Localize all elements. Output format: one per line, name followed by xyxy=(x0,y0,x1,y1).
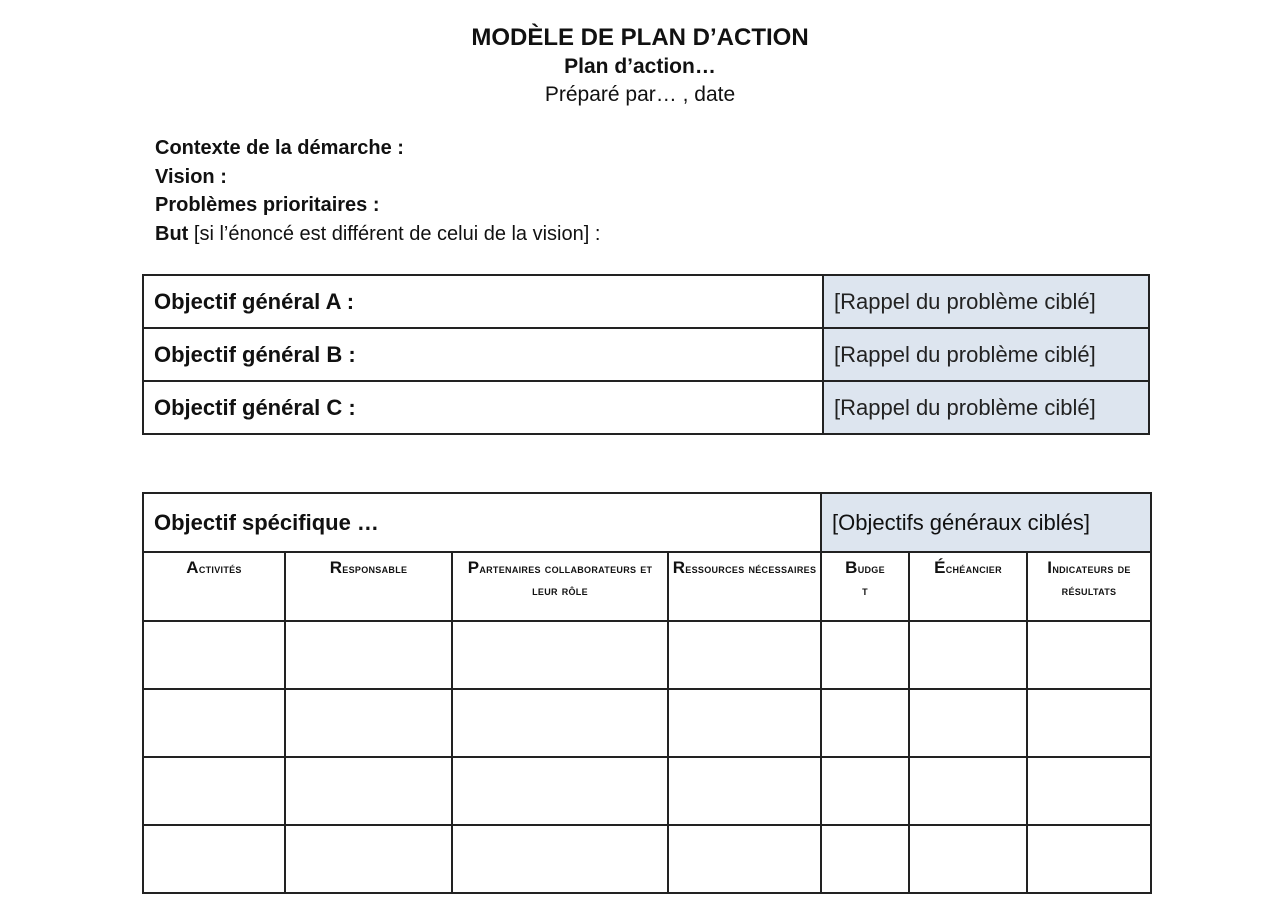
empty-cell[interactable] xyxy=(285,621,452,689)
empty-cell[interactable] xyxy=(668,689,821,757)
empty-cell[interactable] xyxy=(821,757,909,825)
table-row xyxy=(143,328,1149,381)
context-line xyxy=(155,134,600,163)
general-objective-label: Objectif général A : xyxy=(143,275,823,328)
specific-objective-table xyxy=(142,492,1152,894)
empty-cell[interactable] xyxy=(452,621,668,689)
empty-cell[interactable] xyxy=(668,621,821,689)
general-objective-label: Objectif général B : xyxy=(143,328,823,381)
table-row xyxy=(143,689,1151,757)
problem-reminder: [Rappel du problème ciblé] xyxy=(823,328,1149,381)
problem-reminder: [Rappel du problème ciblé] xyxy=(823,275,1149,328)
empty-cell[interactable] xyxy=(668,825,821,893)
empty-cell[interactable] xyxy=(1027,689,1151,757)
empty-cell[interactable] xyxy=(1027,757,1151,825)
empty-cell[interactable] xyxy=(285,689,452,757)
empty-cell[interactable] xyxy=(143,689,285,757)
empty-cell[interactable] xyxy=(821,621,909,689)
empty-cell[interactable] xyxy=(452,825,668,893)
specific-objective-header-row xyxy=(143,493,1151,552)
but-label: But xyxy=(155,222,189,245)
document-title: MODÈLE DE PLAN D’ACTION xyxy=(471,24,809,51)
contexte-label: Contexte de la démarche : xyxy=(155,137,404,159)
problem-reminder: [Rappel du problème ciblé] xyxy=(823,381,1149,434)
empty-cell[interactable] xyxy=(1027,621,1151,689)
vision-label: Vision : xyxy=(155,165,227,188)
empty-cell[interactable] xyxy=(452,689,668,757)
empty-cell[interactable] xyxy=(285,825,452,893)
problemes-label: Problèmes prioritaires : xyxy=(155,194,380,216)
table-row xyxy=(143,381,1149,434)
prepared-by-line: Préparé par… , date xyxy=(544,83,736,106)
empty-cell[interactable] xyxy=(143,825,285,893)
but-line xyxy=(155,220,600,249)
targeted-general-objectives: [Objectifs généraux ciblés] xyxy=(821,493,1151,552)
empty-cell[interactable] xyxy=(909,825,1027,893)
empty-cell[interactable] xyxy=(452,757,668,825)
empty-cell[interactable] xyxy=(285,757,452,825)
empty-cell[interactable] xyxy=(909,621,1027,689)
specific-objective-title: Objectif spécifique … xyxy=(143,493,821,552)
column-header-responsable: Responsable xyxy=(285,552,452,621)
vision-line xyxy=(155,163,600,192)
but-note: [si l’énoncé est différent de celui de la vision] : xyxy=(188,222,601,245)
empty-cell[interactable] xyxy=(1027,825,1151,893)
column-header-row xyxy=(143,552,1151,621)
table-row xyxy=(143,825,1151,893)
empty-cell[interactable] xyxy=(143,621,285,689)
column-header-echeancier: Échéancier xyxy=(909,552,1027,621)
empty-cell[interactable] xyxy=(821,689,909,757)
column-header-indicateurs: Indicateurs de résultats xyxy=(1027,552,1151,621)
empty-cell[interactable] xyxy=(143,757,285,825)
context-section xyxy=(155,134,600,248)
column-header-activites: Activités xyxy=(143,552,285,621)
general-objectives-table xyxy=(142,274,1150,435)
empty-cell[interactable] xyxy=(909,689,1027,757)
empty-cell[interactable] xyxy=(668,757,821,825)
empty-cell[interactable] xyxy=(821,825,909,893)
table-row xyxy=(143,275,1149,328)
column-header-partenaires: Partenaires collaborateurs et leur rôle xyxy=(452,552,668,621)
empty-cell[interactable] xyxy=(909,757,1027,825)
column-header-budget: Budge t xyxy=(821,552,909,621)
problemes-line xyxy=(155,191,600,220)
document-subtitle: Plan d’action… xyxy=(564,55,716,78)
general-objective-label: Objectif général C : xyxy=(143,381,823,434)
table-row xyxy=(143,621,1151,689)
column-header-ressources: Ressources nécessaires xyxy=(668,552,821,621)
table-row xyxy=(143,757,1151,825)
